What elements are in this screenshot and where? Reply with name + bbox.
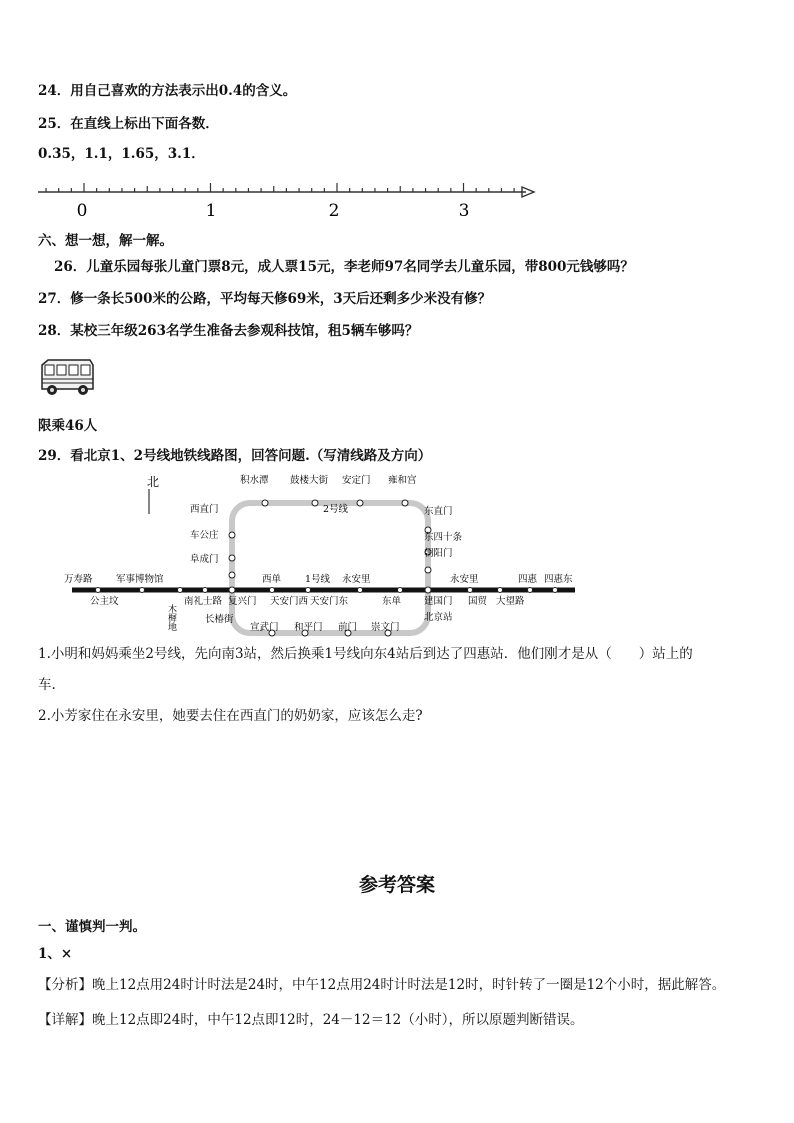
question-24: 24．用自己喜欢的方法表示出0.4的含义。 — [38, 83, 297, 99]
station-label: 公主坟 — [90, 596, 119, 607]
station-label: 天安门东 — [310, 596, 349, 607]
station-label: 和平门 — [294, 622, 323, 633]
station-dot — [203, 588, 208, 593]
station-dot — [229, 587, 235, 593]
station-dot — [528, 588, 533, 593]
station-dot — [270, 588, 275, 593]
answer-1-analysis: 【分析】晚上12点用24时计时法是24时，中午12点用24时计时法是12时，时针转了一圈是12个小时，据此解答。 — [38, 977, 726, 993]
station-label: 雍和宫 — [388, 475, 417, 486]
station-label: 宣武门 — [250, 622, 279, 633]
station-label: 西直门 — [190, 504, 219, 515]
station-dot — [229, 532, 235, 538]
bus-image — [38, 357, 96, 399]
station-label: 永安里 — [342, 574, 371, 585]
number-line-label-0: 0 — [76, 201, 88, 221]
station-label: 军事博物馆 — [116, 574, 164, 585]
station-label: 大望路 — [496, 596, 525, 607]
station-label: 四惠 — [518, 574, 538, 585]
number-line — [36, 176, 540, 222]
station-dot — [425, 567, 431, 573]
question-29-part-1: 1.小明和妈妈乘坐2号线，先向南3站，然后换乘1号线向东4站后到达了四惠站．他们刚才是从（ ）站上的 — [38, 646, 693, 662]
station-dot — [178, 588, 183, 593]
station-dot — [398, 588, 403, 593]
station-label: 朝阳门 — [424, 548, 453, 559]
station-label: 北京站 — [424, 612, 453, 623]
station-dot — [96, 588, 101, 593]
station-dot — [498, 588, 503, 593]
station-label: 国贸 — [468, 596, 488, 607]
station-dot — [140, 588, 145, 593]
answer-1: 1、× — [38, 946, 73, 962]
question-28: 28．某校三年级263名学生准备去参观科技馆，租5辆车够吗？ — [38, 323, 419, 339]
station-dot — [312, 500, 318, 506]
question-29: 29．看北京1、2号线地铁线路图，回答问题.（写清线路及方向） — [38, 448, 432, 464]
question-25: 25．在直线上标出下面各数． — [38, 116, 219, 132]
number-line-label-3: 3 — [458, 201, 470, 221]
station-label: 积水潭 — [240, 475, 269, 486]
station-dot — [262, 500, 268, 506]
station-dot — [229, 555, 235, 561]
question-29-part-2: 2.小芳家住在永安里，她要去住在西直门的奶奶家，应该怎么走? — [38, 708, 423, 724]
station-label: 东四十条 — [424, 532, 463, 543]
station-dot — [357, 500, 363, 506]
station-label: 鼓楼大街 — [290, 475, 329, 486]
answers-section-1: 一、谨慎判一判。 — [38, 919, 146, 935]
station-label: 万寿路 — [64, 574, 93, 585]
line-2-label: 2号线 — [323, 504, 349, 515]
station-dot — [229, 572, 235, 578]
section-6-heading: 六、想一想，解一解。 — [38, 233, 173, 249]
station-dot — [553, 588, 558, 593]
line-2-loop — [232, 503, 428, 633]
station-label: 长椿街 — [205, 614, 234, 625]
station-label: 建国门 — [424, 596, 453, 607]
station-dot — [468, 588, 473, 593]
station-label: 西单 — [262, 574, 282, 585]
station-label: 复兴门 — [228, 596, 257, 607]
question-26: 26．儿童乐园每张儿童门票8元，成人票15元，李老师97名同学去儿童乐园，带800元钱够吗？ — [54, 259, 634, 275]
station-label: 阜成门 — [190, 554, 219, 565]
answer-1-detail: 【详解】晚上12点即24时，中午12点即12时，24－12＝12（小时），所以原题判断错误。 — [38, 1012, 584, 1028]
station-dot — [402, 500, 408, 506]
station-dot — [425, 587, 431, 593]
station-label: 东单 — [382, 596, 402, 607]
station-label: 永安里 — [450, 574, 479, 585]
question-27: 27．修一条长500米的公路，平均每天修69米，3天后还剩多少米没有修？ — [38, 291, 492, 307]
number-line-label-1: 1 — [205, 201, 217, 221]
station-label: 前门 — [338, 622, 358, 633]
station-label: 四惠东 — [544, 574, 573, 585]
station-dots — [96, 500, 558, 636]
station-label: 天安门西 — [270, 596, 309, 607]
question-25-numbers: 0.35，1.1，1.65，3.1． — [38, 146, 205, 162]
station-dot — [358, 588, 363, 593]
number-line-label-2: 2 — [328, 201, 340, 221]
station-label: 崇文门 — [371, 622, 400, 633]
station-label: 木樨地 — [166, 604, 176, 631]
station-label: 安定门 — [342, 475, 371, 486]
question-29-part-1-end: 车. — [38, 677, 56, 693]
station-label: 东直门 — [424, 506, 453, 517]
station-label: 南礼士路 — [184, 596, 223, 607]
line-1-label: 1号线 — [305, 574, 331, 585]
bus-capacity-caption: 限乘46人 — [38, 418, 98, 434]
station-label: 车公庄 — [190, 530, 219, 541]
answers-title: 参考答案 — [358, 874, 435, 896]
north-label: 北 — [147, 475, 160, 489]
subway-map — [60, 470, 590, 638]
station-dot — [306, 588, 311, 593]
